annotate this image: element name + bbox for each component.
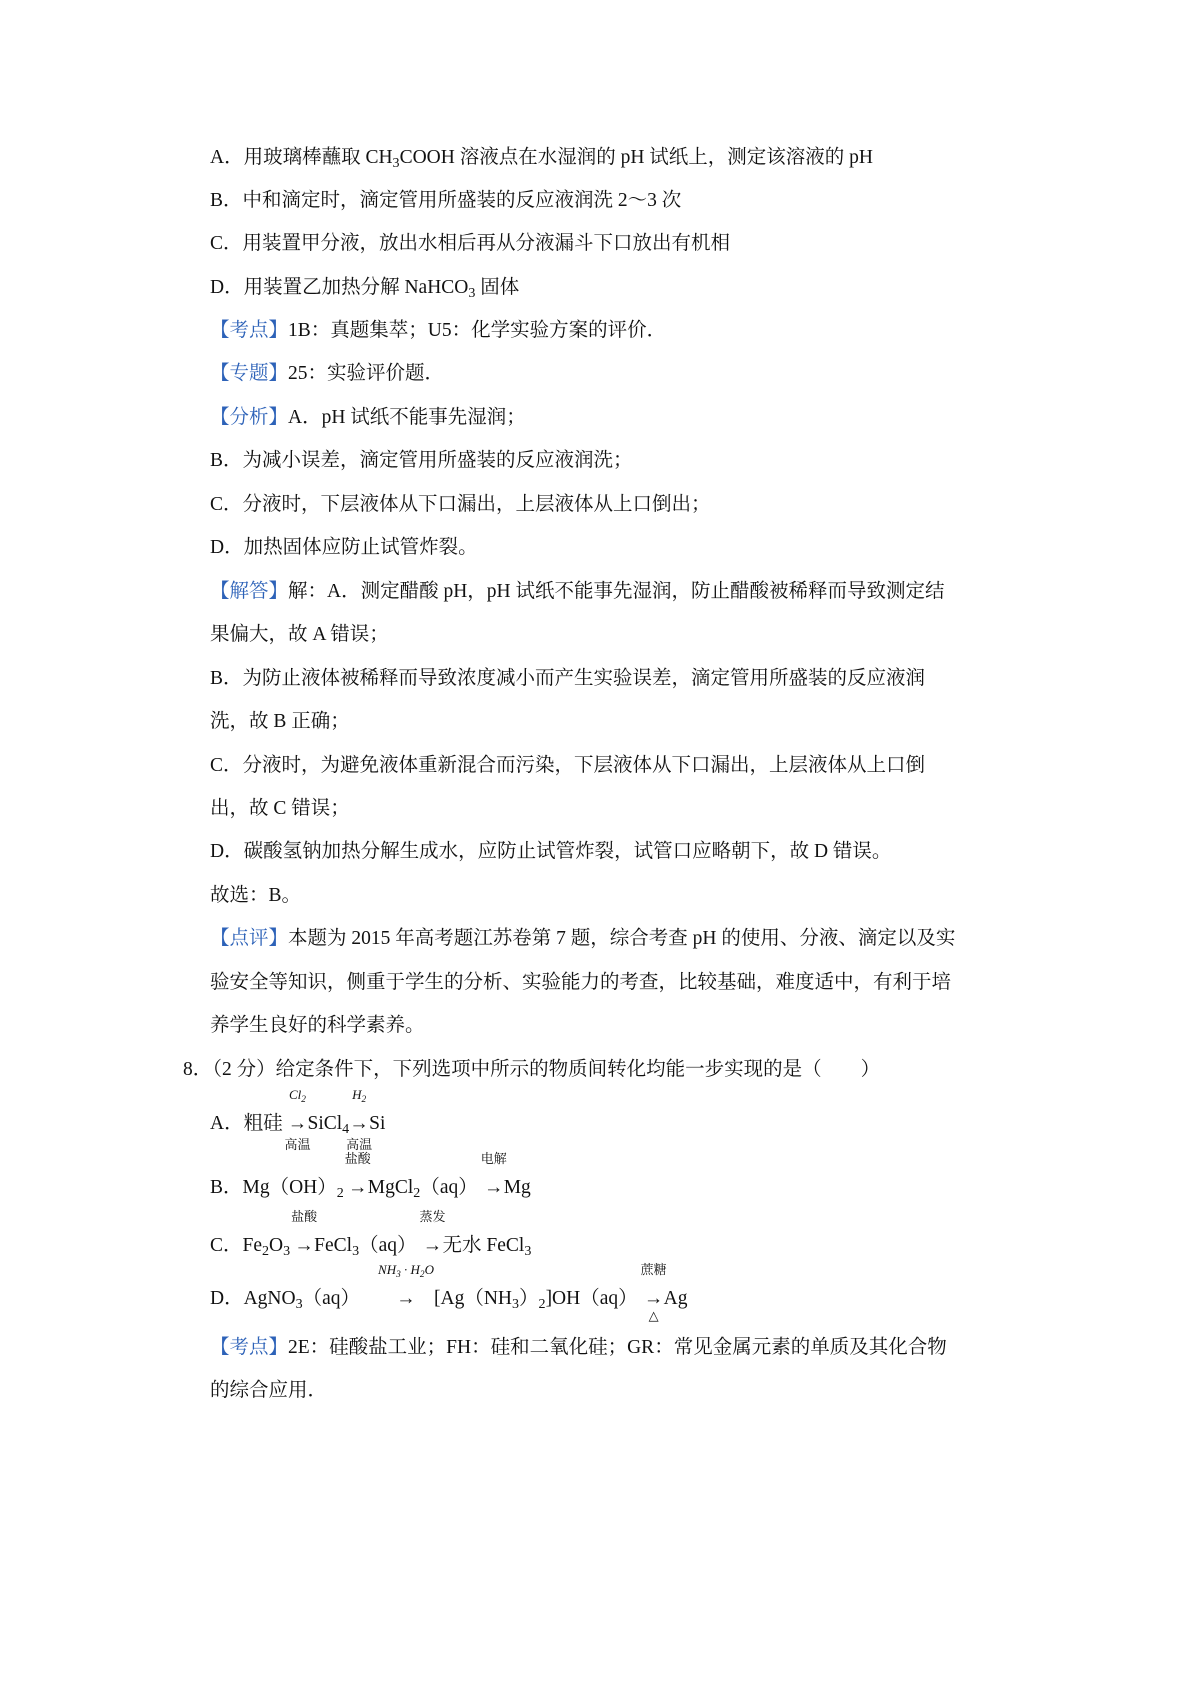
compound-state: （aq） bbox=[420, 1177, 478, 1198]
compound: MgCl bbox=[367, 1177, 414, 1198]
q7-jieda bbox=[210, 580, 945, 604]
reagent-label: 蔗糖 bbox=[640, 1262, 667, 1277]
reaction-arrow bbox=[378, 1262, 434, 1311]
q7-fenxi bbox=[210, 406, 526, 430]
arrow-icon: → bbox=[294, 1235, 314, 1256]
arrow-icon: → bbox=[396, 1288, 416, 1309]
product: Si bbox=[369, 1113, 386, 1134]
q7-dianping bbox=[210, 927, 955, 951]
reagent-nh3-h2o: $NH_3 \cdot H_2O$ bbox=[378, 1262, 434, 1280]
subscript: 3 bbox=[468, 285, 476, 302]
compound: ） bbox=[519, 1288, 539, 1309]
subscript: 2 bbox=[413, 1185, 421, 1202]
option-label: B．Mg（OH） bbox=[210, 1177, 337, 1198]
q8-option-a bbox=[210, 1087, 386, 1152]
subscript: 3 bbox=[524, 1243, 532, 1260]
heat-icon: △ bbox=[648, 1308, 659, 1323]
reaction-arrow bbox=[284, 1087, 311, 1152]
option-label: C．Fe bbox=[210, 1235, 263, 1256]
jieda-line: 洗，故 B 正确； bbox=[210, 711, 350, 732]
subscript: 3 bbox=[352, 1243, 360, 1260]
compound-state: （aq） bbox=[359, 1235, 417, 1256]
product: Ag bbox=[663, 1288, 688, 1309]
q7-option-a bbox=[210, 146, 873, 170]
dianping-tag: 【点评】 bbox=[210, 928, 289, 949]
subscript: 2 bbox=[336, 1185, 344, 1202]
q7-zhuanti bbox=[210, 362, 444, 386]
reaction-arrow bbox=[346, 1087, 373, 1152]
reaction-arrow bbox=[640, 1262, 667, 1323]
product: Mg bbox=[503, 1177, 531, 1198]
q8-kaodian bbox=[210, 1336, 947, 1360]
arrow-icon: → bbox=[349, 1113, 369, 1134]
dianping-line: 本题为 2015 年高考题江苏卷第 7 题，综合考查 pH 的使用、分液、滴定以及实 bbox=[288, 928, 956, 949]
compound-state: ]OH（aq） bbox=[545, 1288, 638, 1309]
q8-option-d bbox=[210, 1262, 688, 1323]
jieda-line: 出，故 C 错误； bbox=[210, 798, 350, 819]
zhuanti-text: 25：实验评价题． bbox=[288, 363, 445, 384]
arrow-icon: → bbox=[483, 1177, 504, 1198]
q7-option-d-text-end: 固体 bbox=[475, 277, 520, 298]
arrow-icon: → bbox=[422, 1235, 443, 1256]
arrow-icon: → bbox=[287, 1113, 308, 1134]
jieda-line: C．分液时，为避免液体重新混合而污染，下层液体从下口漏出，上层液体从上口倒 bbox=[210, 755, 926, 776]
fenxi-line: D．加热固体应防止试管炸裂。 bbox=[210, 537, 478, 558]
q8-option-c bbox=[210, 1209, 532, 1260]
compound-state: （aq） bbox=[302, 1288, 361, 1309]
product: 无水 FeCl bbox=[442, 1235, 525, 1256]
jieda-line: D．碳酸氢钠加热分解生成水，应防止试管炸裂，试管口应略朝下，故 D 错误。 bbox=[210, 841, 892, 862]
jieda-answer: 故选：B。 bbox=[210, 885, 302, 906]
jieda-line: 解：A．测定醋酸 pH，pH 试纸不能事先湿润，防止醋酸被稀释而导致测定结 bbox=[288, 581, 945, 602]
kaodian-tag: 【考点】 bbox=[210, 1337, 289, 1358]
subscript: 3 bbox=[512, 1296, 520, 1313]
q7-option-d bbox=[210, 276, 519, 300]
reaction-arrow bbox=[480, 1151, 507, 1200]
reagent-cl2: $Cl_2$ bbox=[288, 1087, 306, 1105]
subscript: 3 bbox=[392, 155, 400, 172]
reaction-arrow bbox=[419, 1209, 446, 1258]
q7-option-a-text-end: COOH 溶液点在水湿润的 pH 试纸上，测定该溶液的 pH bbox=[399, 147, 873, 168]
q7-option-b: B．中和滴定时，滴定管用所盛装的反应液润洗 2～3 次 bbox=[210, 190, 682, 211]
fenxi-line: B．为减小误差，滴定管用所盛装的反应液润洗； bbox=[210, 450, 633, 471]
jieda-tag: 【解答】 bbox=[210, 581, 289, 602]
jieda-line: 果偏大，故 A 错误； bbox=[210, 624, 389, 645]
kaodian-text: 的综合应用． bbox=[210, 1380, 328, 1401]
q7-option-a-text: A．用玻璃棒蘸取 CH bbox=[210, 147, 393, 168]
option-label: D．AgNO bbox=[210, 1288, 296, 1309]
fenxi-line: C．分液时，下层液体从下口漏出，上层液体从上口倒出； bbox=[210, 494, 711, 515]
q8-option-b bbox=[210, 1151, 531, 1202]
jieda-line: B．为防止液体被稀释而导致浓度减小而产生实验误差，滴定管用所盛装的反应液润 bbox=[210, 668, 926, 689]
zhuanti-tag: 【专题】 bbox=[210, 363, 289, 384]
reaction-arrow bbox=[344, 1151, 371, 1200]
subscript: 2 bbox=[538, 1296, 546, 1313]
reagent-label: 盐酸 bbox=[291, 1209, 318, 1224]
arrow-icon: → bbox=[643, 1288, 664, 1309]
reagent-label: 蒸发 bbox=[419, 1209, 446, 1224]
compound: [Ag（NH bbox=[434, 1288, 513, 1309]
subscript: 3 bbox=[283, 1243, 291, 1260]
arrow-icon: → bbox=[348, 1177, 368, 1198]
q7-option-d-text: D．用装置乙加热分解 NaHCO bbox=[210, 277, 469, 298]
q7-option-c: C．用装置甲分液，放出水相后再从分液漏斗下口放出有机相 bbox=[210, 233, 731, 254]
dianping-line: 验安全等知识，侧重于学生的分析、实验能力的考查，比较基础，难度适中，有利于培 bbox=[210, 972, 952, 993]
option-label: O bbox=[269, 1235, 284, 1256]
kaodian-text: 1B：真题集萃；U5：化学实验方案的评价． bbox=[288, 320, 667, 341]
compound: FeCl bbox=[314, 1235, 353, 1256]
condition-label: 高温 bbox=[346, 1137, 373, 1152]
reaction-arrow bbox=[291, 1209, 318, 1258]
q8-stem: 8．（2 分）给定条件下，下列选项中所示的物质间转化均能一步实现的是（ ） bbox=[183, 1059, 881, 1080]
reagent-label: 电解 bbox=[480, 1151, 507, 1166]
option-label: A．粗硅 bbox=[210, 1113, 288, 1134]
subscript: 4 bbox=[342, 1121, 350, 1138]
kaodian-text: 2E：硅酸盐工业；FH：硅和二氧化硅；GR：常见金属元素的单质及其化合物 bbox=[288, 1337, 947, 1358]
condition-label: 高温 bbox=[284, 1137, 311, 1152]
subscript: 3 bbox=[295, 1296, 303, 1313]
fenxi-tag: 【分析】 bbox=[210, 407, 289, 428]
compound: SiCl bbox=[307, 1113, 343, 1134]
kaodian-tag: 【考点】 bbox=[210, 320, 289, 341]
fenxi-line: A．pH 试纸不能事先湿润； bbox=[288, 407, 526, 428]
dianping-line: 养学生良好的科学素养。 bbox=[210, 1015, 425, 1036]
reagent-h2: $H_2$ bbox=[352, 1087, 367, 1105]
q7-kaodian bbox=[210, 319, 666, 343]
reagent-label: 盐酸 bbox=[344, 1151, 371, 1166]
subscript: 2 bbox=[262, 1243, 270, 1260]
